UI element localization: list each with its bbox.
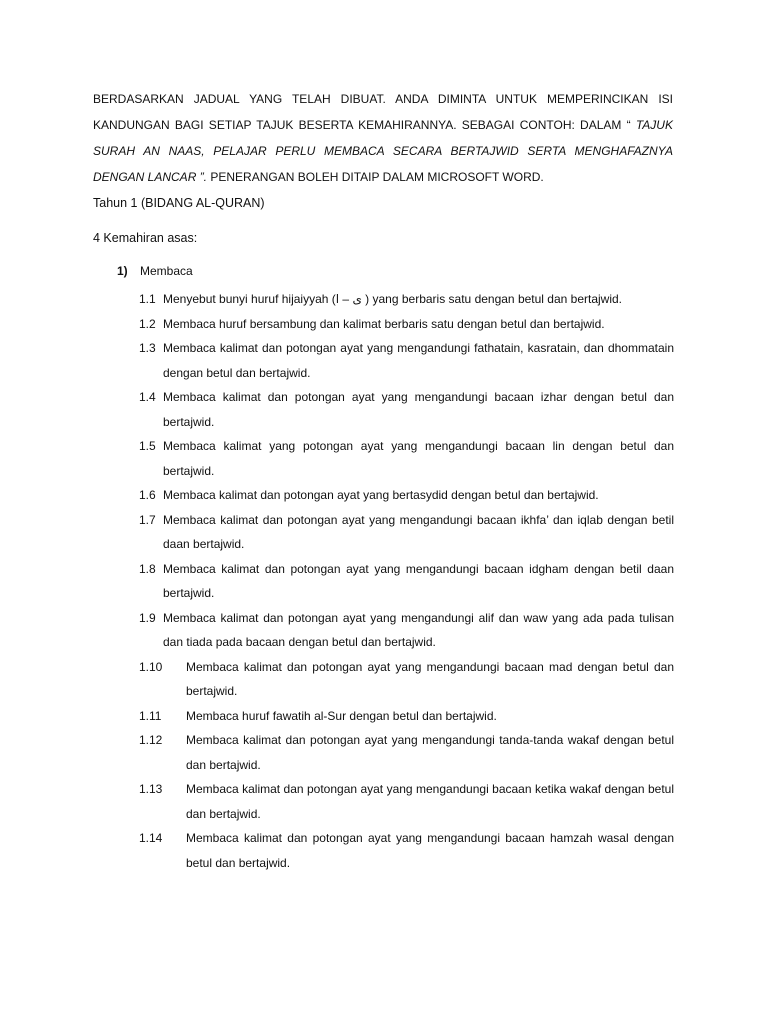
list-item bbox=[139, 606, 674, 655]
item-number: 1.6 bbox=[139, 488, 156, 502]
list-item bbox=[139, 655, 674, 704]
item-number: 1.10 bbox=[139, 659, 163, 674]
item-text: Membaca kalimat dan potongan ayat yang mengandungi bacaan mad dengan betul dan bertajwid. bbox=[186, 659, 674, 698]
item-number: 1.4 bbox=[139, 390, 156, 404]
item-text: Membaca kalimat yang potongan ayat yang mengandungi bacaan lin dengan betul dan bertajwid. bbox=[163, 439, 674, 478]
item-number: 1.12 bbox=[139, 733, 163, 747]
skill-number: 1) bbox=[117, 264, 128, 278]
item-number: 1.8 bbox=[139, 561, 156, 576]
item-number: 1.1 bbox=[139, 292, 156, 306]
item-text: Membaca kalimat dan potongan ayat yang mengandungi fathatain, kasratain, dan dhommatain dengan betul dan bertajwid. bbox=[163, 341, 674, 380]
skill-heading bbox=[117, 264, 193, 278]
item-text: Membaca kalimat dan potongan ayat yang mengandungi bacaan ketika wakaf dengan betul dan bertajwid. bbox=[186, 782, 674, 821]
item-text: Membaca kalimat dan potongan ayat yang bertasydid dengan betul dan bertajwid. bbox=[163, 488, 599, 502]
list-item bbox=[139, 704, 674, 729]
instruction-note: PENERANGAN BOLEH DITAIP DALAM MICROSOFT WORD. bbox=[210, 170, 544, 184]
skill-item-list bbox=[139, 287, 674, 875]
list-item bbox=[139, 826, 674, 875]
list-item bbox=[139, 336, 674, 385]
item-number: 1.2 bbox=[139, 316, 156, 331]
item-text: Membaca huruf fawatih al-Sur dengan betul dan bertajwid. bbox=[186, 708, 497, 723]
item-number: 1.5 bbox=[139, 439, 156, 453]
item-text: Membaca kalimat dan potongan ayat yang mengandungi alif dan waw yang ada pada tulisan dan tiada pada bacaan dengan betul dan bertajwid. bbox=[163, 610, 674, 649]
instruction-text: BERDASARKAN JADUAL YANG TELAH DIBUAT. ANDA DIMINTA UNTUK MEMPERINCIKAN ISI KANDUNGAN BAGI SETIAP TAJUK BESERTA KEMAHIRANNYA. SEBAGAI CONTOH: DALAM “ bbox=[93, 92, 673, 132]
item-text: Membaca kalimat dan potongan ayat yang mengandungi bacaan ikhfa’ dan iqlab dengan betil daan bertajwid. bbox=[163, 512, 674, 551]
instruction-example: TAJUK SURAH AN NAAS, PELAJAR PERLU MEMBACA SECARA BERTAJWID SERTA MENGHAFAZNYA DENGAN LANCAR ”. bbox=[93, 118, 673, 184]
list-item bbox=[139, 385, 674, 434]
list-item bbox=[139, 508, 674, 557]
item-number: 1.3 bbox=[139, 341, 156, 355]
list-item bbox=[139, 777, 674, 826]
list-item bbox=[139, 483, 674, 508]
list-item bbox=[139, 728, 674, 777]
instruction-paragraph bbox=[93, 86, 673, 190]
item-text: Membaca kalimat dan potongan ayat yang mengandungi bacaan idgham dengan betil daan bertajwid. bbox=[163, 561, 674, 600]
item-number: 1.9 bbox=[139, 610, 156, 625]
item-number: 1.14 bbox=[139, 831, 163, 845]
skill-label: Membaca bbox=[140, 264, 193, 278]
item-text: Membaca kalimat dan potongan ayat yang mengandungi tanda-tanda wakaf dengan betul dan bertajwid. bbox=[186, 733, 674, 772]
list-item bbox=[139, 287, 674, 312]
item-number: 1.11 bbox=[139, 708, 162, 723]
item-number: 1.13 bbox=[139, 782, 163, 796]
item-text: Membaca kalimat dan potongan ayat yang mengandungi bacaan izhar dengan betul dan bertajwid. bbox=[163, 390, 674, 429]
item-text: Membaca kalimat dan potongan ayat yang mengandungi bacaan hamzah wasal dengan betul dan bertajwid. bbox=[186, 831, 674, 870]
list-item bbox=[139, 312, 674, 337]
year-heading: Tahun 1 (BIDANG AL-QURAN) bbox=[93, 196, 265, 210]
item-text: Menyebut bunyi huruf hijaiyyah (ى – ا ) yang berbaris satu dengan betul dan bertajwid. bbox=[163, 292, 623, 306]
item-text: Membaca huruf bersambung dan kalimat berbaris satu dengan betul dan bertajwid. bbox=[163, 316, 605, 331]
list-item bbox=[139, 557, 674, 606]
list-item bbox=[139, 434, 674, 483]
item-number: 1.7 bbox=[139, 512, 156, 527]
basic-skills-heading: 4 Kemahiran asas: bbox=[93, 231, 198, 245]
